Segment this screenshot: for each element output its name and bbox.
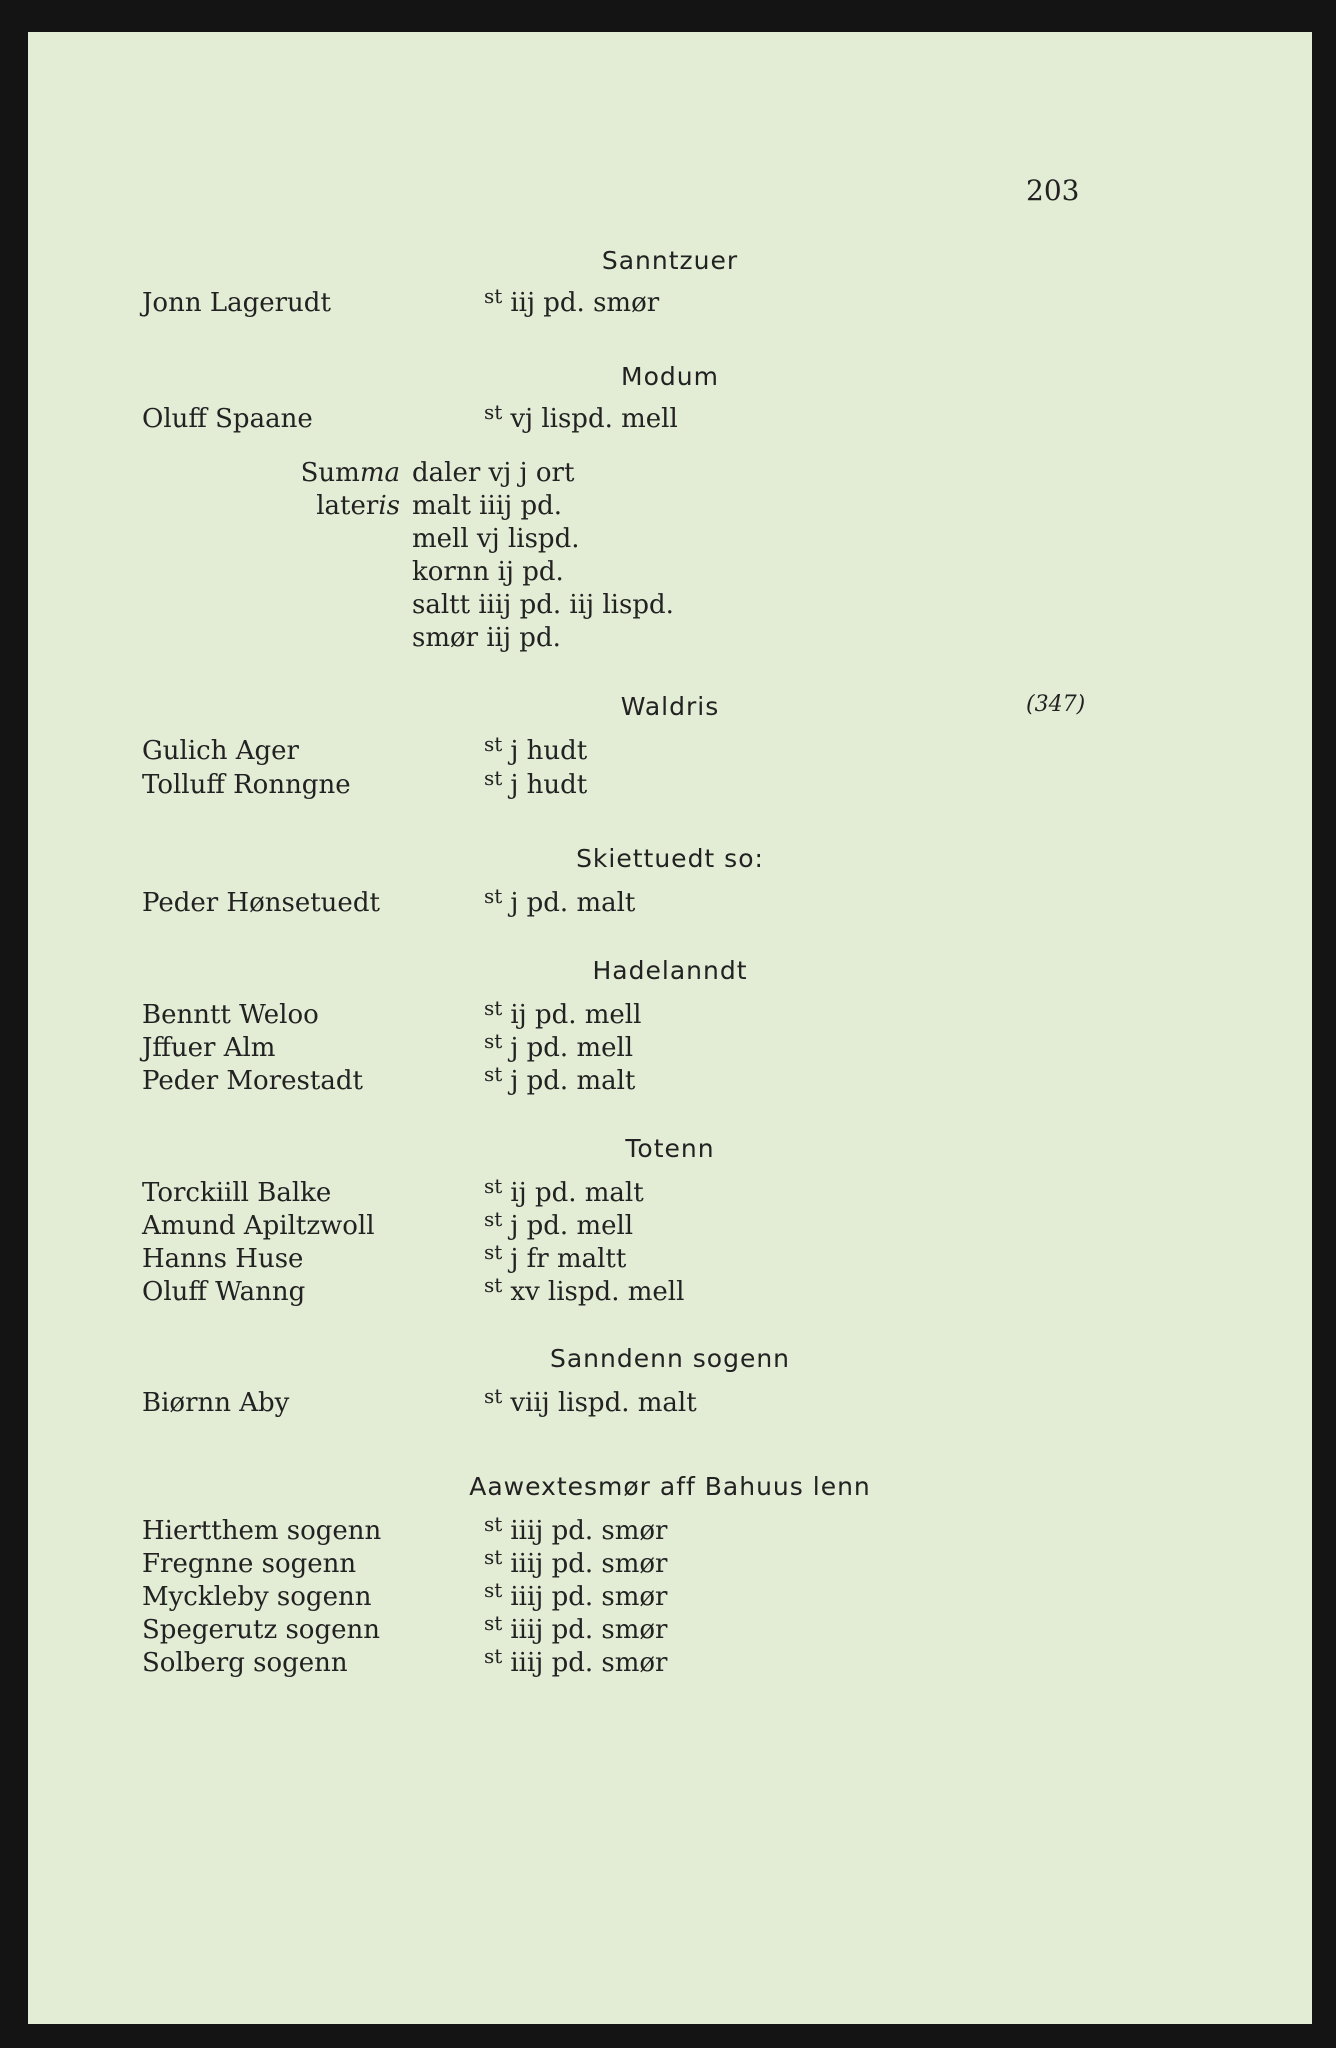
entry-amount: $^{st}$ iij pd. smør	[484, 284, 660, 318]
section-heading: Hadelanndt	[592, 956, 748, 985]
section-heading: Modum	[621, 362, 719, 391]
entry-name: Tolluff Ronngne	[142, 770, 351, 800]
document-page	[28, 32, 1312, 2024]
entry-name: Spegerutz sogenn	[142, 1615, 380, 1645]
entry-name: Biørnn Aby	[142, 1388, 290, 1418]
section-heading: Totenn	[625, 1134, 715, 1163]
entry-amount: $^{st}$ j hudt	[484, 766, 588, 800]
summa-line: daler vj j ort	[412, 458, 575, 488]
entry-amount: $^{st}$ j pd. malt	[484, 1062, 636, 1096]
entry-name: Oluff Spaane	[142, 404, 313, 434]
entry-amount: $^{st}$ j hudt	[484, 732, 588, 766]
summa-line: smør iij pd.	[412, 623, 561, 653]
entry-amount: $^{st}$ viij lispd. malt	[484, 1384, 697, 1418]
entry-amount: $^{st}$ iiij pd. smør	[484, 1611, 668, 1645]
entry-name: Peder Morestadt	[142, 1066, 363, 1096]
entry-name: Fregnne sogenn	[142, 1549, 357, 1579]
entry-name: Peder Hønsetuedt	[142, 888, 380, 918]
page-number: 203	[1026, 174, 1080, 207]
entry-name: Jffuer Alm	[142, 1033, 276, 1063]
section-heading: Sanntzuer	[601, 246, 739, 275]
entry-amount: $^{st}$ iiij pd. smør	[484, 1512, 668, 1546]
summa-line: malt iiij pd.	[412, 491, 563, 521]
summa-label: Summa	[300, 458, 400, 488]
summa-line: kornn ij pd.	[412, 557, 564, 587]
lateris-label: lateris	[316, 491, 400, 521]
entry-amount: $^{st}$ ij pd. mell	[484, 996, 642, 1030]
entry-amount: $^{st}$ iiij pd. smør	[484, 1578, 668, 1612]
entry-name: Gulich Ager	[142, 736, 299, 766]
entry-name: Benntt Weloo	[142, 1000, 319, 1030]
entry-amount: $^{st}$ xv lispd. mell	[484, 1273, 685, 1307]
entry-amount: $^{st}$ j pd. malt	[484, 884, 636, 918]
entry-amount: $^{st}$ iiij pd. smør	[484, 1644, 668, 1678]
summa-line: mell vj lispd.	[412, 524, 580, 554]
entry-amount: $^{st}$ iiij pd. smør	[484, 1545, 668, 1579]
entry-amount: $^{st}$ j pd. mell	[484, 1029, 634, 1063]
entry-amount: $^{st}$ vj lispd. mell	[484, 400, 678, 434]
section-heading: Aawextesmør aff Bahuus lenn	[469, 1472, 871, 1501]
entry-name: Myckleby sogenn	[142, 1582, 372, 1612]
entry-name: Amund Apiltzwoll	[142, 1211, 375, 1241]
margin-note: (347)	[1026, 692, 1086, 717]
entry-name: Jonn Lagerudt	[142, 288, 331, 318]
entry-name: Solberg sogenn	[142, 1648, 348, 1678]
section-heading: Waldris	[620, 692, 720, 721]
entry-amount: $^{st}$ j fr maltt	[484, 1240, 627, 1274]
summa-line: saltt iiij pd. iij lispd.	[412, 590, 674, 620]
entry-name: Hiertthem sogenn	[142, 1516, 382, 1546]
entry-amount: $^{st}$ ij pd. malt	[484, 1174, 644, 1208]
entry-name: Oluff Wanng	[142, 1277, 306, 1307]
entry-name: Hanns Huse	[142, 1244, 304, 1274]
entry-amount: $^{st}$ j pd. mell	[484, 1207, 634, 1241]
section-heading: Skiettuedt so:	[576, 844, 764, 873]
entry-name: Torckiill Balke	[142, 1178, 332, 1208]
section-heading: Sanndenn sogenn	[549, 1344, 791, 1373]
